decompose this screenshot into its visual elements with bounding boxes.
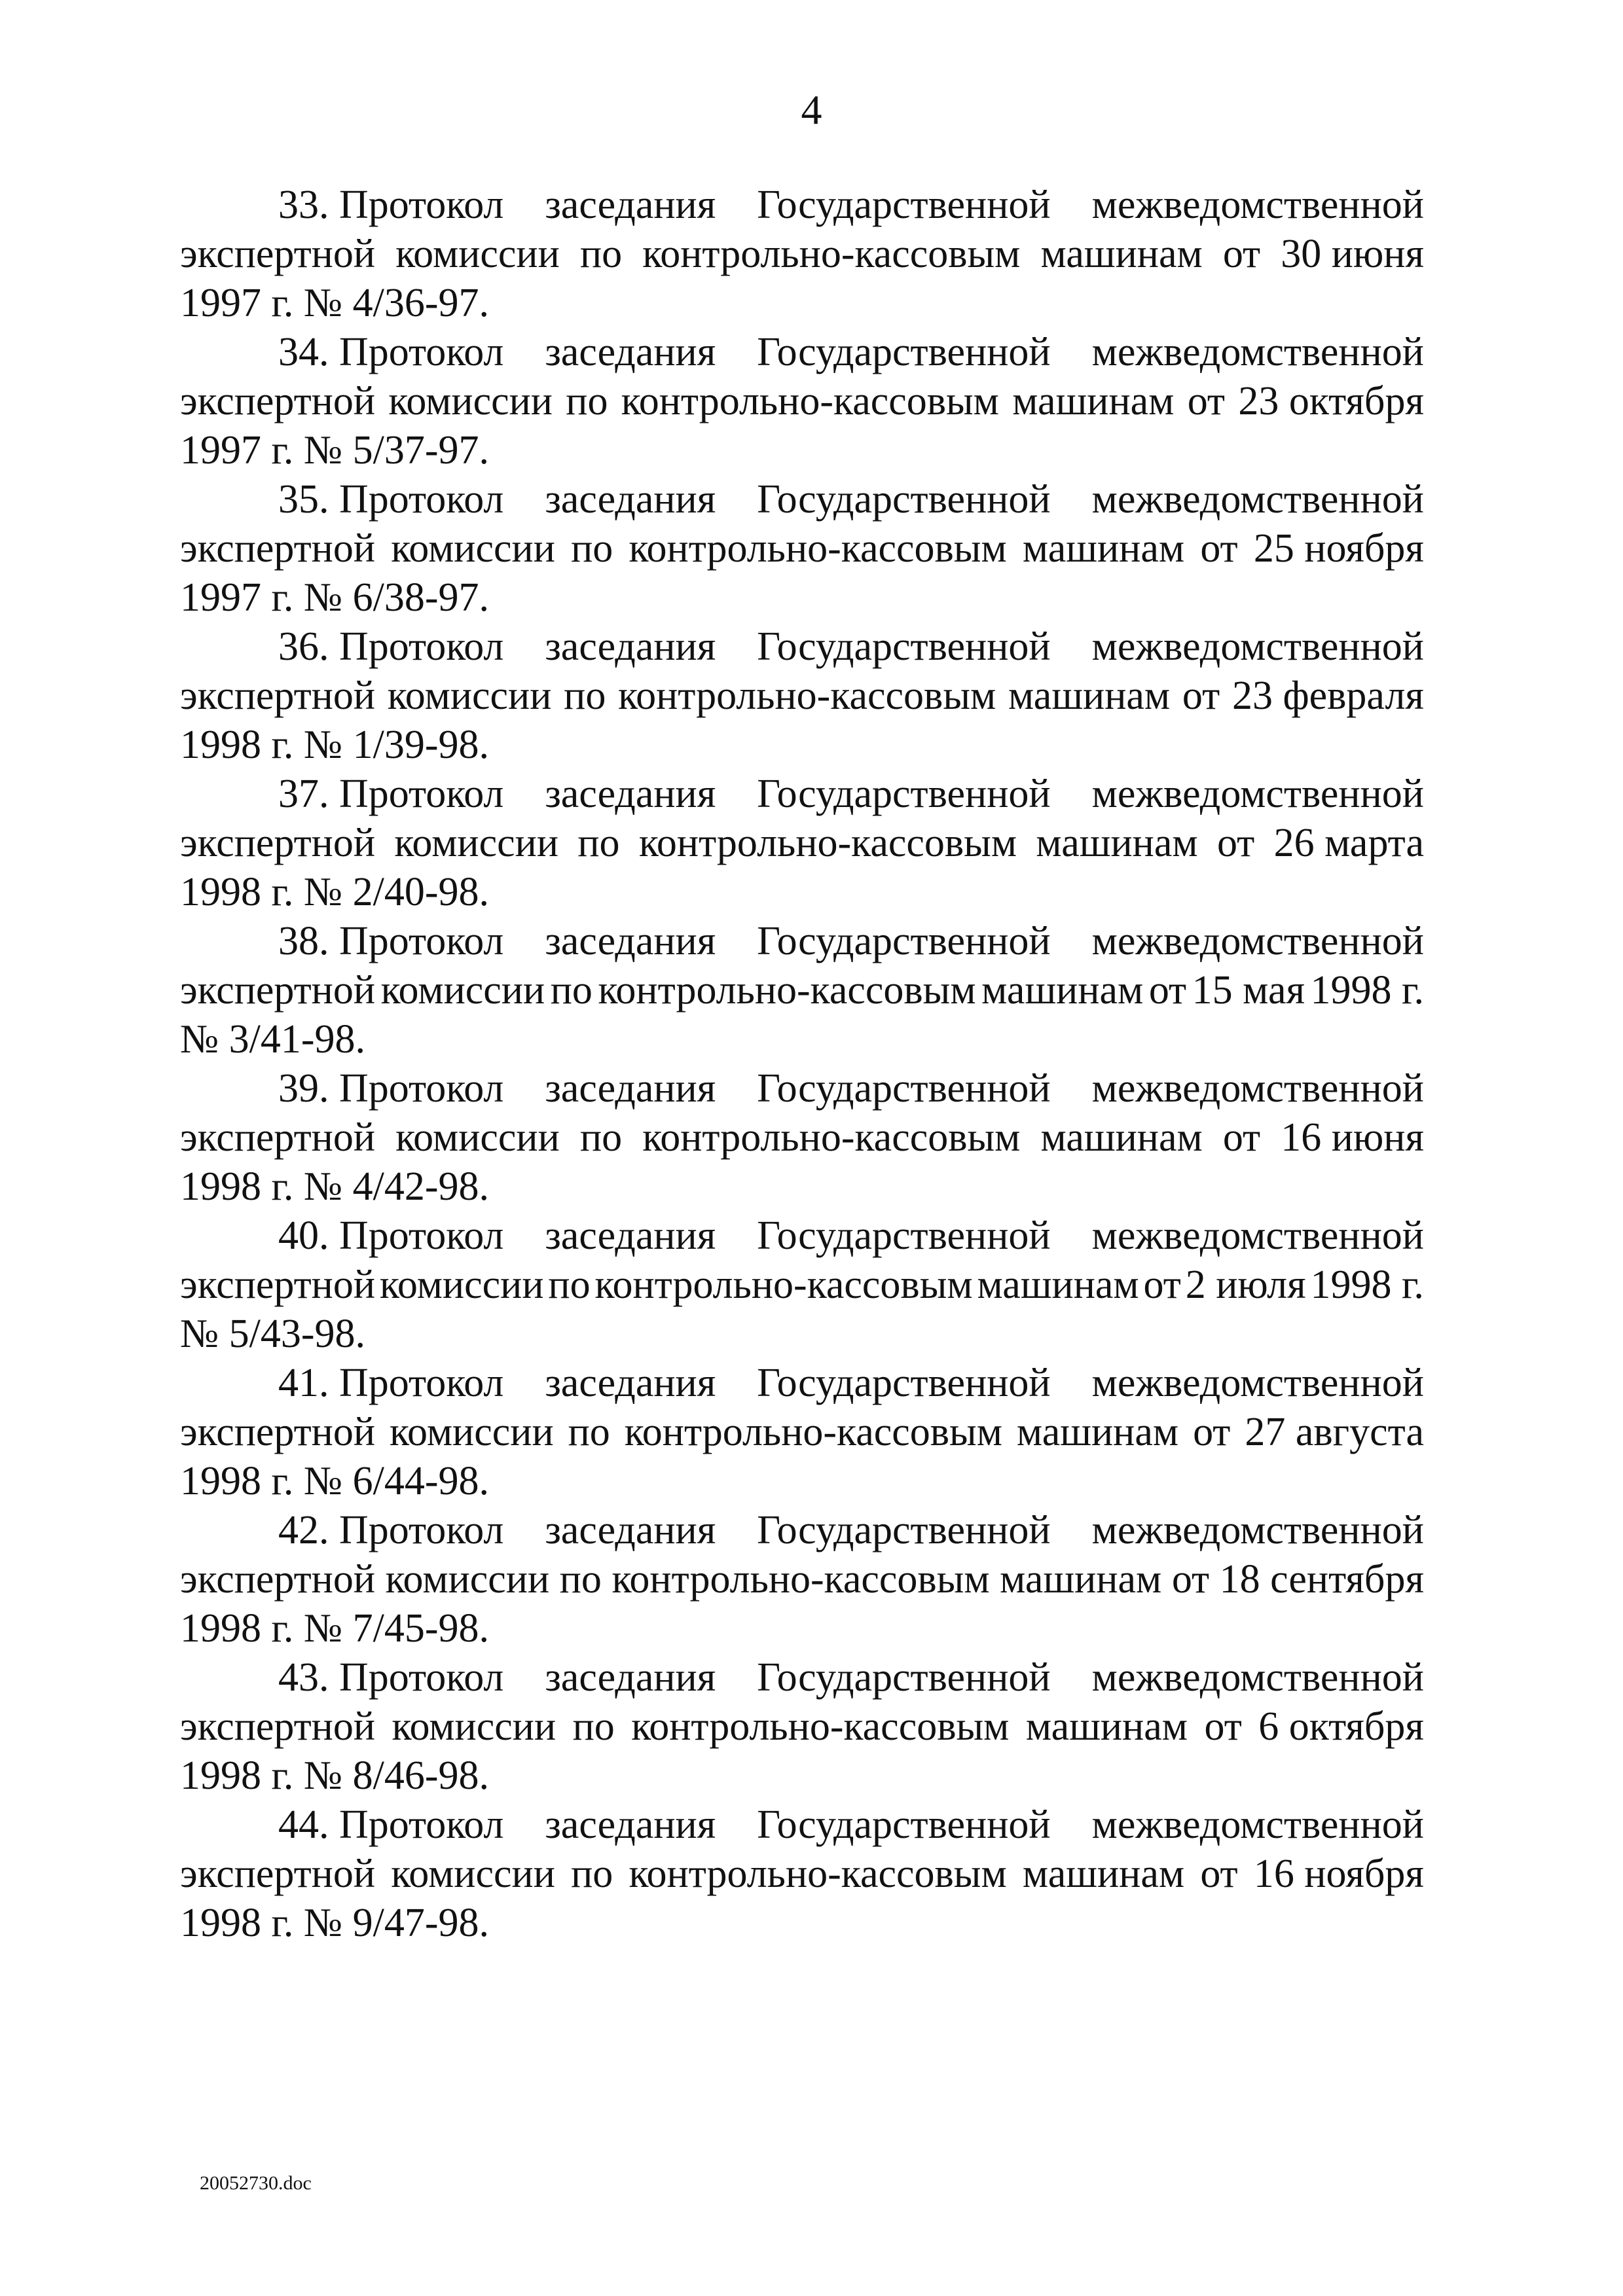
protocol-word: машинам: [1036, 821, 1198, 865]
protocol-word: заседания: [545, 1213, 716, 1258]
protocol-item-line-1: [180, 181, 1424, 230]
protocol-word: 6 октября: [1258, 1704, 1424, 1749]
protocol-item-line-3: 1997 г. № 5/37-97.: [180, 428, 489, 473]
protocol-word: комиссии: [391, 526, 555, 571]
protocol-word: заседания: [545, 1803, 716, 1847]
protocol-word: контрольно-кассовым: [642, 232, 1021, 276]
protocol-word: Государственной: [757, 1508, 1051, 1552]
protocol-word: 37. Протокол: [278, 772, 504, 816]
protocol-word: заседания: [545, 183, 716, 227]
protocol-word: 15 мая: [1192, 968, 1305, 1013]
protocol-item-line-1: [180, 1064, 1424, 1113]
protocol-word: экспертной: [180, 232, 376, 276]
protocol-word: межведомственной: [1091, 772, 1424, 816]
protocol-word: контрольно-кассовым: [624, 1410, 1002, 1454]
protocol-word: от: [1200, 526, 1238, 571]
protocol-word: Государственной: [757, 1066, 1051, 1111]
protocol-word: машинам: [1022, 1852, 1185, 1896]
protocol-item-line-1: [180, 1359, 1424, 1408]
protocol-word: экспертной: [180, 1410, 376, 1454]
protocol-word: 30 июня: [1281, 232, 1424, 276]
protocol-word: 23 октября: [1238, 379, 1424, 423]
protocol-word: от: [1148, 968, 1187, 1013]
protocol-word: Государственной: [757, 772, 1051, 816]
protocol-item-line-3: № 5/43-98.: [180, 1312, 366, 1356]
protocol-word: контрольно-кассовым: [594, 1263, 973, 1307]
protocol-word: машинам: [977, 1263, 1139, 1307]
protocol-word: комиссии: [395, 232, 560, 276]
protocol-item-line-3: 1998 г. № 2/40-98.: [180, 870, 489, 914]
protocol-word: экспертной: [180, 379, 376, 423]
protocol-word: контрольно-кассовым: [629, 526, 1007, 571]
protocol-word: 35. Протокол: [278, 477, 504, 522]
protocol-word: комиссии: [394, 821, 559, 865]
protocol-word: заседания: [545, 1361, 716, 1405]
protocol-word: от: [1143, 1263, 1181, 1307]
protocol-word: по: [577, 821, 620, 865]
protocol-word: по: [579, 232, 623, 276]
protocol-word: 40. Протокол: [278, 1213, 504, 1258]
protocol-word: 38. Протокол: [278, 919, 504, 963]
protocol-word: от: [1204, 1704, 1242, 1749]
protocol-word: Государственной: [757, 919, 1051, 963]
protocol-word: экспертной: [180, 1852, 376, 1896]
protocol-item-line-1: [180, 1801, 1424, 1850]
protocol-item: [180, 1801, 1424, 1948]
protocol-word: заседания: [545, 919, 716, 963]
protocol-word: Государственной: [757, 1361, 1051, 1405]
protocol-word: контрольно-кассовым: [631, 1704, 1010, 1749]
protocol-item-line-3: 1998 г. № 4/42-98.: [180, 1164, 489, 1209]
protocol-word: по: [568, 1410, 610, 1454]
protocol-word: машинам: [981, 968, 1144, 1013]
protocol-item: [180, 1211, 1424, 1359]
protocol-item: [180, 770, 1424, 917]
protocol-word: контрольно-кассовым: [621, 379, 999, 423]
protocol-word: от: [1182, 673, 1220, 718]
protocol-word: экспертной: [180, 1704, 376, 1749]
protocol-word: 36. Протокол: [278, 624, 504, 669]
protocol-item-line-2: [180, 1555, 1424, 1604]
protocol-word: 43. Протокол: [278, 1655, 504, 1700]
protocol-word: заседания: [545, 624, 716, 669]
protocol-word: межведомственной: [1091, 1803, 1424, 1847]
protocol-item: [180, 622, 1424, 770]
protocol-word: 25 ноября: [1253, 526, 1424, 571]
protocol-word: от: [1222, 232, 1261, 276]
protocol-word: 2 июля: [1185, 1263, 1306, 1307]
protocol-word: комиссии: [388, 379, 553, 423]
protocol-word: машинам: [1022, 526, 1185, 571]
protocol-word: контрольно-кассовым: [611, 1557, 990, 1602]
protocol-word: машинам: [1008, 673, 1171, 718]
protocol-word: экспертной: [180, 1557, 376, 1602]
protocol-word: экспертной: [180, 1263, 376, 1307]
protocol-word: межведомственной: [1091, 624, 1424, 669]
protocol-item-line-3: 1998 г. № 1/39-98.: [180, 723, 489, 767]
protocol-word: машинам: [1040, 1115, 1203, 1160]
protocol-word: межведомственной: [1091, 1213, 1424, 1258]
protocol-word: комиссии: [390, 1410, 554, 1454]
protocol-word: Государственной: [757, 330, 1051, 374]
protocol-word: 39. Протокол: [278, 1066, 504, 1111]
protocol-word: контрольно-кассовым: [629, 1852, 1007, 1896]
protocol-item-line-2: [180, 1702, 1424, 1751]
protocol-item-line-3: 1997 г. № 4/36-97.: [180, 281, 489, 325]
footer-filename: 20052730.doc: [200, 2172, 312, 2194]
protocol-item: [180, 475, 1424, 622]
protocol-word: машинам: [1025, 1704, 1188, 1749]
protocol-word: заседания: [545, 1066, 716, 1111]
protocol-word: 18 сентября: [1219, 1557, 1424, 1602]
protocol-word: заседания: [545, 1508, 716, 1552]
protocol-item-line-2: [180, 524, 1424, 573]
protocol-item-line-2: [180, 672, 1424, 721]
protocol-word: межведомственной: [1091, 1508, 1424, 1552]
protocol-word: по: [571, 526, 613, 571]
protocol-item: [180, 328, 1424, 475]
protocol-item-line-1: [180, 622, 1424, 672]
protocol-item-line-1: [180, 917, 1424, 966]
protocol-item-line-1: [180, 1506, 1424, 1555]
protocol-item-line-3: 1998 г. № 7/45-98.: [180, 1606, 489, 1651]
protocol-word: 44. Протокол: [278, 1803, 504, 1847]
protocol-word: от: [1222, 1115, 1261, 1160]
protocol-word: контрольно-кассовым: [598, 968, 976, 1013]
protocol-word: комиссии: [395, 1115, 560, 1160]
protocol-word: Государственной: [757, 1803, 1051, 1847]
protocol-word: Государственной: [757, 477, 1051, 522]
protocol-word: по: [571, 1852, 613, 1896]
protocol-word: 16 ноября: [1253, 1852, 1424, 1896]
protocol-item-line-2: [180, 819, 1424, 868]
protocol-item-line-2: [180, 1113, 1424, 1162]
protocol-word: 34. Протокол: [278, 330, 504, 374]
protocol-word: межведомственной: [1091, 1066, 1424, 1111]
protocol-word: 23 февраля: [1231, 673, 1424, 718]
protocol-word: заседания: [545, 772, 716, 816]
protocol-item-line-1: [180, 475, 1424, 524]
protocol-word: от: [1216, 821, 1255, 865]
protocol-word: межведомственной: [1091, 183, 1424, 227]
protocol-item: [180, 1506, 1424, 1653]
protocol-item-line-2: [180, 1408, 1424, 1457]
protocol-word: по: [559, 1557, 602, 1602]
protocol-list: [180, 181, 1424, 1948]
protocol-item: [180, 1359, 1424, 1506]
protocol-word: заседания: [545, 330, 716, 374]
protocol-item-line-2: [180, 1261, 1424, 1310]
protocol-item-line-3: 1998 г. № 6/44-98.: [180, 1459, 489, 1503]
protocol-word: комиссии: [387, 673, 552, 718]
protocol-word: по: [572, 1704, 615, 1749]
protocol-word: экспертной: [180, 821, 376, 865]
protocol-word: 26 марта: [1273, 821, 1424, 865]
protocol-word: заседания: [545, 477, 716, 522]
protocol-word: контрольно-кассовым: [642, 1115, 1021, 1160]
protocol-word: межведомственной: [1091, 1361, 1424, 1405]
protocol-word: межведомственной: [1091, 477, 1424, 522]
protocol-item-line-2: [180, 377, 1424, 426]
protocol-word: заседания: [545, 1655, 716, 1700]
protocol-item-line-2: [180, 230, 1424, 279]
protocol-word: комиссии: [379, 1263, 544, 1307]
protocol-word: по: [579, 1115, 623, 1160]
protocol-word: машинам: [1040, 232, 1203, 276]
protocol-word: машинам: [1012, 379, 1175, 423]
protocol-word: машинам: [1000, 1557, 1162, 1602]
protocol-word: от: [1200, 1852, 1238, 1896]
protocol-item-line-1: [180, 770, 1424, 819]
protocol-item: [180, 917, 1424, 1064]
protocol-word: экспертной: [180, 1115, 376, 1160]
protocol-word: по: [548, 1263, 591, 1307]
protocol-item: [180, 1653, 1424, 1801]
protocol-word: комиссии: [391, 1852, 555, 1896]
protocol-word: экспертной: [180, 526, 376, 571]
protocol-word: от: [1193, 1410, 1231, 1454]
protocol-item: [180, 181, 1424, 328]
protocol-item-line-3: 1998 г. № 9/47-98.: [180, 1901, 489, 1945]
protocol-item-line-1: [180, 328, 1424, 377]
protocol-word: экспертной: [180, 673, 376, 718]
protocol-item-line-1: [180, 1653, 1424, 1702]
protocol-word: от: [1187, 379, 1226, 423]
protocol-item-line-2: [180, 1850, 1424, 1899]
protocol-word: комиссии: [380, 968, 545, 1013]
protocol-word: Государственной: [757, 624, 1051, 669]
protocol-word: межведомственной: [1091, 1655, 1424, 1700]
protocol-word: 27 августа: [1245, 1410, 1424, 1454]
protocol-item-line-1: [180, 1211, 1424, 1261]
protocol-word: 1998 г.: [1310, 968, 1424, 1013]
protocol-item-line-3: 1997 г. № 6/38-97.: [180, 575, 489, 620]
protocol-word: Государственной: [757, 183, 1051, 227]
protocol-word: от: [1171, 1557, 1210, 1602]
protocol-word: 16 июня: [1281, 1115, 1424, 1160]
protocol-item: [180, 1064, 1424, 1211]
protocol-word: Государственной: [757, 1213, 1051, 1258]
protocol-word: межведомственной: [1091, 330, 1424, 374]
protocol-word: комиссии: [392, 1704, 556, 1749]
protocol-word: по: [566, 379, 608, 423]
protocol-word: комиссии: [385, 1557, 550, 1602]
protocol-word: по: [564, 673, 606, 718]
protocol-word: 42. Протокол: [278, 1508, 504, 1552]
protocol-word: контрольно-кассовым: [618, 673, 996, 718]
protocol-word: 33. Протокол: [278, 183, 504, 227]
protocol-item-line-3: № 3/41-98.: [180, 1017, 366, 1062]
protocol-word: машинам: [1016, 1410, 1179, 1454]
protocol-word: по: [550, 968, 593, 1013]
protocol-word: контрольно-кассовым: [638, 821, 1017, 865]
protocol-word: Государственной: [757, 1655, 1051, 1700]
protocol-item-line-3: 1998 г. № 8/46-98.: [180, 1753, 489, 1798]
protocol-word: 41. Протокол: [278, 1361, 504, 1405]
protocol-item-line-2: [180, 966, 1424, 1015]
protocol-word: экспертной: [180, 968, 376, 1013]
protocol-word: межведомственной: [1091, 919, 1424, 963]
protocol-word: 1998 г.: [1310, 1263, 1424, 1307]
page-number: 4: [801, 86, 822, 133]
